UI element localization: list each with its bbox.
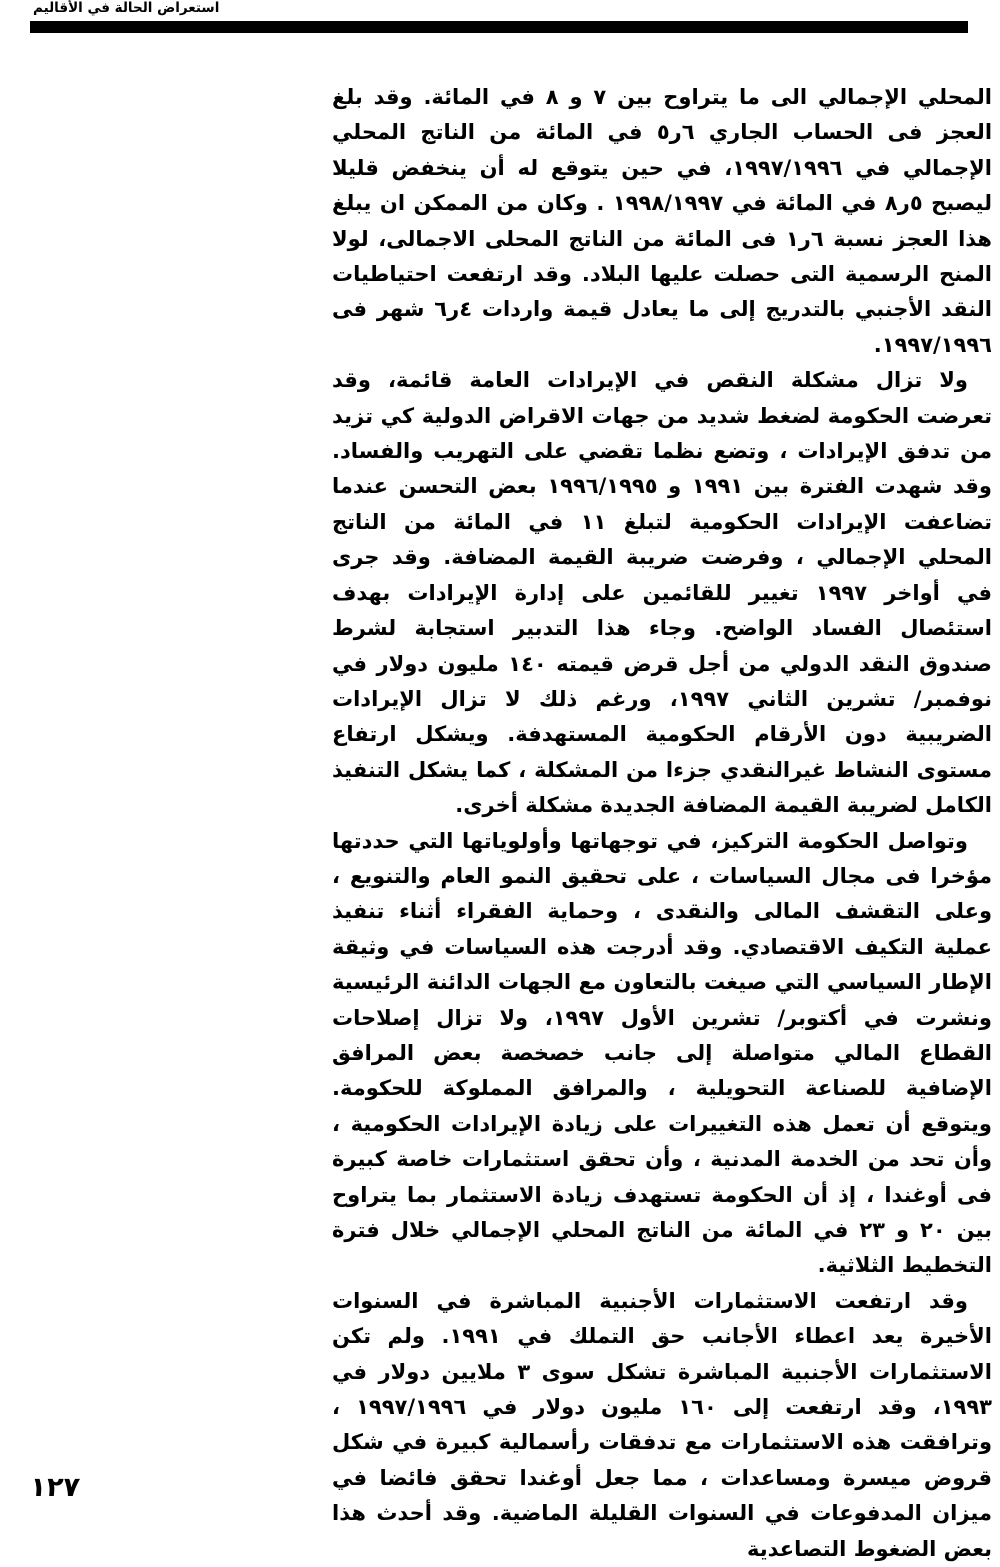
paragraph: وتواصل الحكومة التركيز، في توجهاتها وأولوياتها التي حددتها مؤخرا فى مجال السياسات ، على تحقيق النمو العام والتنويع ، وعلى التقشف المالى والنقدى ، وحماية الفقراء أثناء تنفيذ عملية التكيف الاقتصادي. وقد أدرجت هذه السياسات في وثيقة الإطار السياسي التي صيغت بالتعاون مع الجهات الدائنة الرئيسية ونشرت في أكتوبر/ تشرين الأول ١٩٩٧، ولا تزال إصلاحات القطاع المالي متواصلة إلى جانب خصخصة بعض المرافق الإضافية للصناعة التحويلية ، والمرافق المملوكة للحكومة. ويتوقع أن تعمل هذه التغييرات على زيادة الإيرادات الحكومية ، وأن تحد من الخدمة المدنية ، وأن تحقق استثمارات خاصة كبيرة فى أوغندا ، إذ أن الحكومة تستهدف زيادة الاستثمار بما يتراوح بين ٢٠ و ٢٣ في المائة من الناتج المحلي الإجمالي خلال فترة التخطيط الثلاثية. [332,828,992,1278]
header-rule [30,21,968,33]
paragraph: ولا تزال مشكلة النقص في الإيرادات العامة قائمة، وقد تعرضت الحكومة لضغط شديد من جهات الاقراض الدولية كي تزيد من تدفق الإيرادات ، وتضع نظما تقضي على التهريب والفساد. وقد شهدت الفترة بين ١٩٩١ و ١٩٩٦/١٩٩٥ بعض التحسن عندما تضاعفت الإيرادات الحكومية لتبلغ ١١ في المائة من الناتج المحلي الإجمالي ، وفرضت ضريبة القيمة المضافة. وقد جرى في أواخر ١٩٩٧ تغيير للقائمين على إدارة الإيرادات بهدف استئصال الفساد الواضح. وجاء هذا التدبير استجابة لشرط صندوق النقد الدولي من أجل قرض قيمته ١٤٠ مليون دولار في نوفمبر/ تشرين الثاني ١٩٩٧، ورغم ذلك لا تزال الإيرادات الضريبية دون الأرقام الحكومية المستهدفة. ويشكل ارتفاع مستوى النشاط غيرالنقدي جزءا من المشكلة ، كما يشكل التنفيذ الكامل لضريبة القيمة المضافة الجديدة مشكلة أخرى. [332,368,993,818]
running-header-title: استعراض الحالة في الأقاليم [33,0,220,16]
paragraph: المحلي الإجمالي الى ما يتراوح بين ٧ و ٨ في المائة. وقد بلغ العجز فى الحساب الجاري ٦ر٥ في المائة من الناتج المحلي الإجمالي في ١٩٩٧/١٩٩٦، في حين يتوقع له أن ينخفض قليلا ليصبح ٥ر٨ في المائة في ١٩٩٨/١٩٩٧ . وكان من الممكن ان يبلغ هذا العجز نسبة ٦ر١ فى المائة من الناتج المحلى الاجمالى، لولا المنح الرسمية التى حصلت عليها البلاد. وقد ارتفعت احتياطيات النقد الأجنبي بالتدريج إلى ما يعادل قيمة واردات ٤ر٦ شهر فى ١٩٩٧/١٩٩٦. [332,85,993,357]
page-number: ١٢٧ [28,1472,82,1503]
body-text-column [332,80,992,1567]
paragraph: وقد ارتفعت الاستثمارات الأجنبية المباشرة في السنوات الأخيرة يعد اعطاء الأجانب حق التملك في ١٩٩١. ولم تكن الاستثمارات الأجنبية المباشرة تشكل سوى ٣ ملايين دولار في ١٩٩٣، وقد ارتفعت إلى ١٦٠ مليون دولار في ١٩٩٧/١٩٩٦ ، وترافقت هذه الاستثمارات مع تدفقات رأسمالية كبيرة في شكل قروض ميسرة ومساعدات ، مما جعل أوغندا تحقق فائضا في ميزان المدفوعات في السنوات القليلة الماضية. وقد أحدث هذا بعض الضغوط التصاعدية [332,1288,992,1561]
